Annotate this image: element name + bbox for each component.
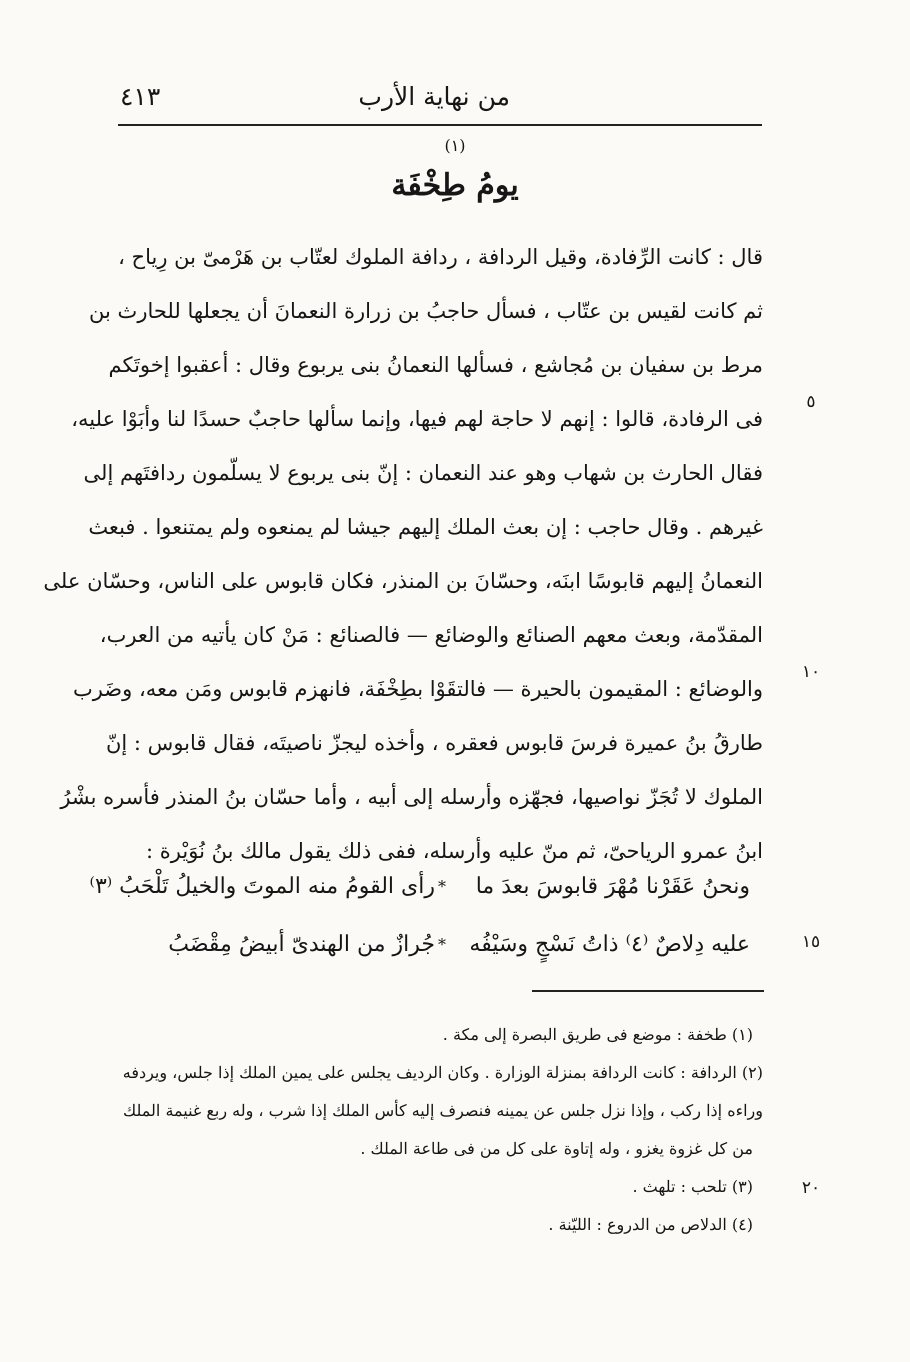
header-rule (118, 124, 762, 126)
body-line: النعمانُ إليهم قابوسًا ابنَه، وحسّانَ بن المنذر، فكان قابوس على الناس، وحسّان على (43, 569, 763, 593)
verse (89, 858, 750, 916)
verse-first-hemistich: عليه دِلاصٌ ⁽٤⁾ ذاتُ نَسْجٍ وسَيْفُه (469, 932, 750, 957)
verse-first-hemistich: ونحنُ عَقَرْنا مُهْرَ قابوسَ بعدَ ما (475, 874, 750, 899)
body-line: فقال الحارث بن شهاب وهو عند النعمان : إنّ بنى يربوع لا يسلّمون ردافتَهم إلى (83, 461, 763, 485)
body-line: مرط بن سفيان بن مُجاشع ، فسألها النعمانُ بنى يربوع وقال : أعقبوا إخوتَكم (108, 353, 763, 377)
body-line: فى الرفادة، قالوا : إنهم لا حاجة لهم فيها، وإنما سألها حاجبٌ حسدًا لنا وأبَوْا عليه، (71, 407, 763, 431)
footnote-rule (532, 990, 764, 992)
running-head (120, 78, 760, 118)
body-line: غيرهم . وقال حاجب : إن بعث الملك إليهم جيشا لم يمنعوه ولم يمتنعوا . فبعث (88, 515, 763, 539)
body-line: المقدّمة، وبعث معهم الصنائع والوضائع — فالصنائع : مَنْ كان يأتيه من العرب، (99, 623, 763, 647)
running-title: من نهاية الأرب (358, 82, 510, 111)
line-number-marker: ٥ (806, 392, 816, 412)
footnote: (٣) تلحب : تلهث . (632, 1177, 753, 1196)
line-number-marker: ١٥ (801, 932, 821, 952)
footnote: (٢) الردافة : كانت الردافة بمنزلة الوزارة . وكان الرديف يجلس على يمين الملك إذا جلس، ويردفه (122, 1063, 763, 1082)
footnote: وراءه إذا ركب ، وإذا نزل جلس عن يمينه فنصرف إليه كأس الملك إذا شرب ، وله ربع غنيمة الملك (123, 1101, 763, 1120)
body-line: طارقُ بنُ عميرة فرسَ قابوس فعقره ، وأخذه ليجزّ ناصيتَه، فقال قابوس : إنّ (106, 731, 763, 755)
body-line: والوضائع : المقيمون بالحيرة — فالتقَوْا بطِخْفَة، فانهزم قابوس ومَن معه، وضَرب (72, 677, 763, 701)
verse-separator: * (438, 877, 446, 896)
footnote: (١) طخفة : موضع فى طريق البصرة إلى مكة . (442, 1025, 753, 1044)
verse (150, 916, 750, 974)
verse-second-hemistich: رأى القومُ منه الموتَ والخيلُ تَلْحَبُ ⁽٣⁾ (89, 874, 435, 899)
section-title: يومُ طِخْفَة (391, 168, 519, 203)
footnote: (٤) الدلاص من الدروع : الليّنة . (548, 1215, 753, 1234)
poem (89, 858, 750, 974)
body-line: قال : كانت الرِّفادة، وقيل الردافة ، ردافة الملوك لعتّاب بن هَرْمىّ بن رِياح ، (118, 245, 763, 269)
line-number-marker: ١٠ (801, 662, 821, 682)
verse-separator: * (438, 935, 446, 954)
footnotes (122, 1016, 763, 1244)
section-footnote-marker: (١) (444, 136, 466, 155)
line-number-marker: ٢٠ (801, 1178, 821, 1198)
verse-second-hemistich: جُرازٌ من الهندىّ أبيضُ مِقْضَبُ (168, 932, 435, 957)
footnote: من كل غزوة يغزو ، وله إتاوة على كل من فى طاعة الملك . (360, 1139, 753, 1158)
body-text (43, 230, 763, 878)
body-line: الملوك لا تُجَزّ نواصيها، فجهّزه وأرسله إلى أبيه ، وأما حسّان بنُ المنذر فأسره بشْرُ (60, 785, 763, 809)
body-line: ثم كانت لقيس بن عتّاب ، فسأل حاجبُ بن زرارة النعمانَ أن يجعلها للحارث بن (89, 299, 763, 323)
page-number: ٤١٣ (120, 82, 161, 111)
body-line: ابنُ عمرو الرياحىّ، ثم منّ عليه وأرسله، ففى ذلك يقول مالك بنُ نُوَيْرة : (146, 839, 763, 863)
